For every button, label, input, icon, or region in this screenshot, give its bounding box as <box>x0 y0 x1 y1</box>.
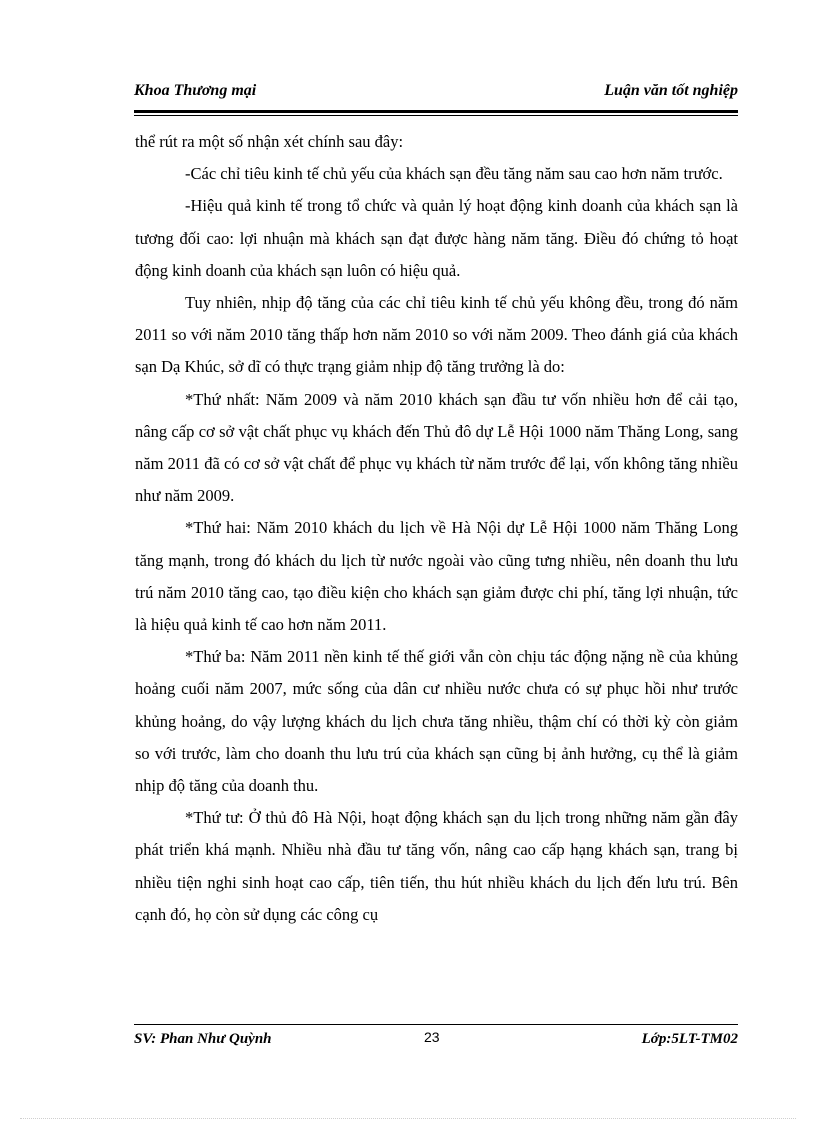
header-thesis-label: Luận văn tốt nghiệp <box>604 82 738 99</box>
paragraph: *Thứ tư: Ở thủ đô Hà Nội, hoạt động khách sạn du lịch trong những năm gần đây phát triển khá mạnh. Nhiều nhà đầu tư tăng vốn, nâng cao cấp hạng khách sạn, trang bị nhiều tiện nghi sinh hoạt cao cấp, tiên tiến, thu hút nhiều khách du lịch đến lưu trú. Bên cạnh đó, họ còn sử dụng các công cụ <box>135 808 738 924</box>
paragraph: *Thứ hai: Năm 2010 khách du lịch về Hà Nội dự Lễ Hội 1000 năm Thăng Long tăng mạnh, trong đó khách du lịch từ nước ngoài vào cũng tưng nhiều, nên doanh thu lưu trú năm 2010 tăng cao, tạo điều kiện cho khách sạn giảm được chi phí, tăng lợi nhuận, tức là hiệu quả kinh tế cao hơn năm 2011. <box>135 518 738 635</box>
header-faculty: Khoa Thương mại <box>134 82 257 99</box>
page-footer <box>134 1029 738 1053</box>
footer-class: Lớp:5LT-TM02 <box>641 1031 738 1047</box>
page-edge-divider <box>20 1118 796 1119</box>
page-number: 23 <box>424 1029 440 1045</box>
paragraph: *Thứ nhất: Năm 2009 và năm 2010 khách sạn đầu tư vốn nhiều hơn để cải tạo, nâng cấp cơ sở vật chất phục vụ khách đến Thủ đô dự Lễ Hội 1000 năm Thăng Long, sang năm 2011 đã có cơ sở vật chất để phục vụ khách từ năm trước để lại, vốn không tăng nhiều như năm 2009. <box>135 389 738 506</box>
paragraph: -Hiệu quả kinh tế trong tổ chức và quản lý hoạt động kinh doanh của khách sạn là tương đối cao: lợi nhuận mà khách sạn đạt được hàng năm tăng. Điều đó chứng tỏ hoạt động kinh doanh của khách sạn luôn có hiệu quả. <box>135 196 738 280</box>
paragraph: thể rút ra một số nhận xét chính sau đây: <box>135 132 404 151</box>
footer-rule <box>134 1024 738 1025</box>
paragraph: *Thứ ba: Năm 2011 nền kinh tế thế giới vẫn còn chịu tác động nặng nề của khủng hoảng cuối năm 2007, mức sống của dân cư nhiều nước chưa có sự phục hồi như trước khủng hoảng, do vậy lượng khách du lịch chưa tăng nhiều, thậm chí có thời kỳ còn giảm so với trước, làm cho doanh thu lưu trú của khách sạn cũng bị ảnh hưởng, cụ thể là giảm nhịp độ tăng của doanh thu. <box>135 647 738 796</box>
header-rule <box>134 110 738 113</box>
header-rule-thin <box>134 115 738 116</box>
paragraph: Tuy nhiên, nhịp độ tăng của các chỉ tiêu kinh tế chủ yếu không đều, trong đó năm 2011 so với năm 2010 tăng thấp hơn năm 2010 so với năm 2009. Theo đánh giá của khách sạn Dạ Khúc, sở dĩ có thực trạng giảm nhịp độ tăng trưởng là do: <box>135 293 738 377</box>
body-text <box>135 126 738 931</box>
footer-student: SV: Phan Như Quỳnh <box>134 1031 272 1047</box>
paragraph: -Các chỉ tiêu kinh tế chủ yếu của khách sạn đều tăng năm sau cao hơn năm trước. <box>185 164 723 184</box>
page-header <box>134 82 738 108</box>
